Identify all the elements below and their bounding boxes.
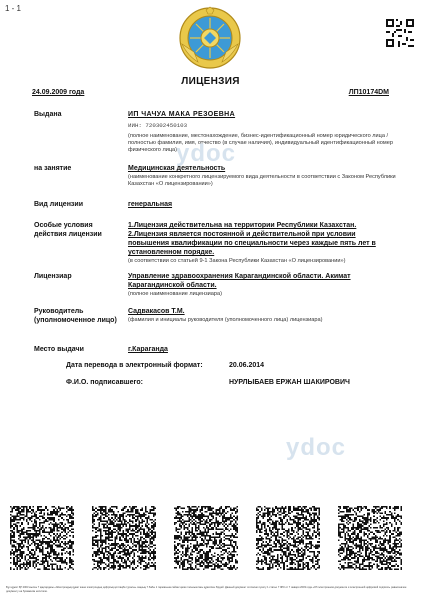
conditions-line-1: 1.Лицензия действительна на территории Республики Казахстан. [128,222,357,229]
page-number: 1 - 1 [5,4,22,13]
head-block [128,307,398,324]
conditions-block [128,221,398,265]
conditions-label-line-1: Особые условия [34,222,93,229]
license-type-label: Вид лицензии [34,201,84,208]
place-value: г.Караганда [128,346,168,353]
license-type-value-wrap [128,200,398,209]
licensor-block [128,272,398,298]
place-label: Место выдачи [34,346,84,353]
watermark-top: ydoc [176,140,237,167]
license-type-value: генеральная [128,201,173,208]
watermark-bottom: ydoc [286,434,347,461]
document-title: ЛИЦЕНЗИЯ [181,76,240,87]
issued-name: ИП ЧАЧУА МАКА РЕЗОЕВНА [128,111,236,118]
licensor-label: Лицензиар [34,273,72,280]
qr-code-icon [386,19,414,47]
signature-qr-code-icon [10,506,74,570]
footer-legal-text: Бұл құжат ҚР 2003 жылғы 7 қаңтардағы «Электрондық құжат және электрондық цифрлық қолтаңба туралы» заңның 7 бабы 1 тармағына сәйкес қағаз тасығыштағы құжатпен бірдей. Данный документ согласно пункту 1 статьи 7 ЗРК от 7 января 2003 года «Об электронном документе и электронной цифровой подписи» равнозначен документу на бумажном носителе. [6,586,407,593]
conditions-label [34,221,102,239]
conditions-line-2: 2.Лицензия является постоянной и действительной при условии повышения квалификации по специальности через каждые пять лет в установленном порядке. [128,231,376,256]
transfer-date-value: 20.06.2014 [229,362,265,369]
issued-block [128,110,398,154]
head-note: (фамилия и инициалы руководителя (уполномоченного лица) лицензиара) [128,317,323,323]
conditions-note: (в соответствии со статьей 9-1 Закона Республики Казахстан «О лицензировании») [128,258,346,264]
issue-date: 24.09.2009 года [32,89,85,96]
activity-value: Медицинская деятельность [128,165,226,172]
transfer-date-label: Дата перевода в электронный формат: [66,362,203,369]
state-emblem-icon [178,6,242,70]
activity-note: (наименование конкретного лицензируемого вида деятельности в соответствии с Законом Республики Казахстан «О лицензировании») [128,174,396,187]
conditions-label-line-2: действия лицензии [34,231,102,238]
head-value: Садвакасов Т.М. [128,308,185,315]
signature-qr-code-icon [338,506,402,570]
place-value-wrap [128,345,398,354]
signature-qr-code-icon [92,506,156,570]
issued-note: (полное наименование, местонахождение, бизнес-идентификационный номер юридического лица / полностью фамилия, имя, отчество (в случае наличия), индивидуальный идентификационный номер физического лица) [128,133,393,153]
issued-iin: ИИН: 720302450103 [128,122,188,129]
issued-label: Выдана [34,111,62,118]
signer-label: Ф.И.О. подписавшего: [66,379,143,386]
activity-block [128,164,398,188]
signature-qr-code-icon [174,506,238,570]
head-label-line-1: Руководитель [34,308,84,315]
licensor-note: (полное наименование лицензиара) [128,291,223,297]
signature-qr-code-icon [256,506,320,570]
activity-label: на занятие [34,165,72,172]
license-number: ЛП10174DM [348,89,389,96]
licensor-value: Управление здравоохранения Карагандинской области. Акимат Карагандинской области. [128,273,351,289]
signer-value: НУРЛЫБАЕВ ЕРЖАН ШАКИРОВИЧ [229,379,350,386]
head-label [34,307,117,325]
head-label-line-2: (уполномоченное лицо) [34,317,117,324]
